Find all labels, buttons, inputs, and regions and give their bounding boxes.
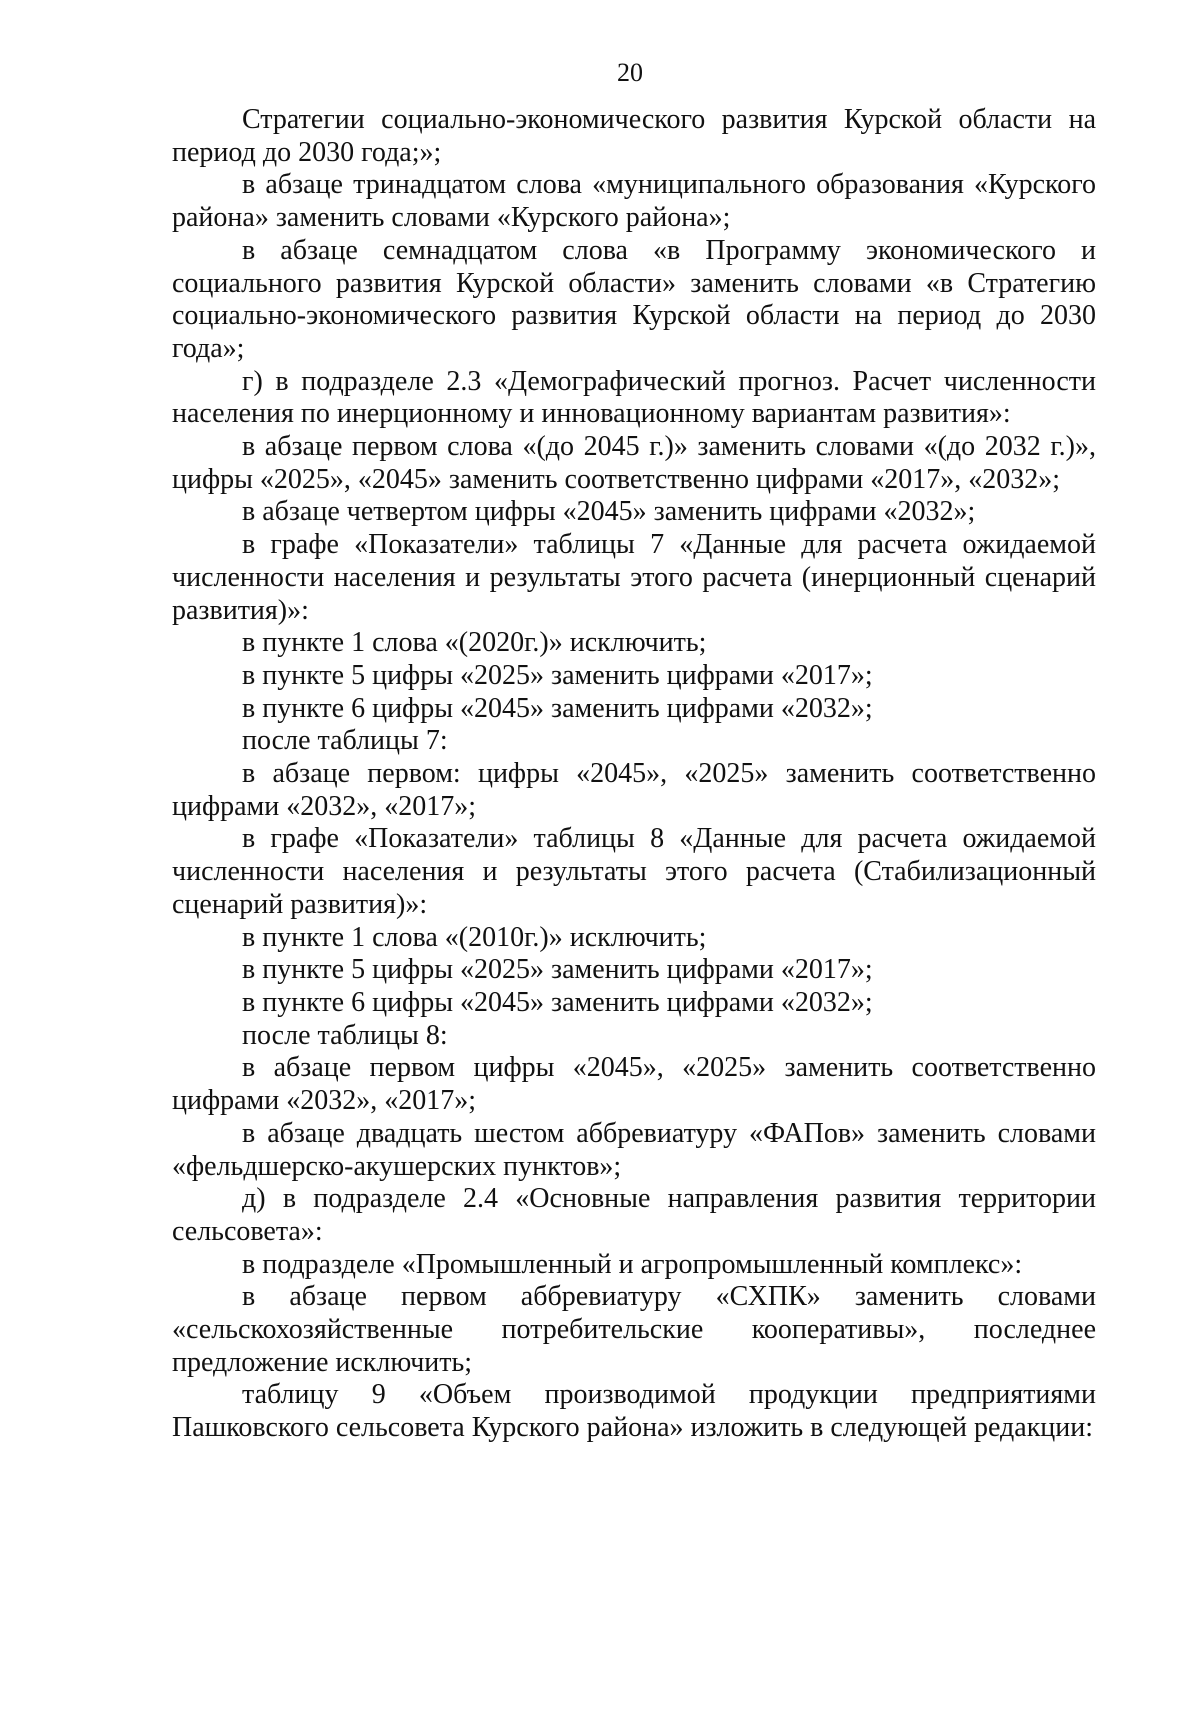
- paragraph-subsection-2-3: г) в подразделе 2.3 «Демографический прогноз. Расчет численности населения по инерционному и инновационному вариантам развития»:: [172, 365, 1096, 430]
- paragraph-after-table-8-abzac-1: в абзаце первом цифры «2045», «2025» заменить соответственно цифрами «2032», «2017»;: [172, 1052, 1096, 1117]
- paragraph-strategy-continuation: Стратегии социально-экономического развития Курской области на период до 2030 года;»;: [172, 104, 1096, 168]
- paragraph-table-7-item-5: в пункте 5 цифры «2025» заменить цифрами «2017»;: [242, 659, 873, 691]
- paragraph-table-8-indicators: в графе «Показатели» таблицы 8 «Данные для расчета ожидаемой численности населения и результаты этого расчета (Стабилизационный сценарий развития)»:: [172, 823, 1096, 920]
- paragraph-table-8-item-5: в пункте 5 цифры «2025» заменить цифрами «2017»;: [242, 954, 873, 986]
- paragraph-table-7-indicators: в графе «Показатели» таблицы 7 «Данные для расчета ожидаемой численности населения и результаты этого расчета (инерционный сценарий развития)»:: [172, 529, 1096, 626]
- paragraph-table-7-item-6: в пункте 6 цифры «2045» заменить цифрами «2032»;: [242, 692, 873, 724]
- paragraph-abzac-13: в абзаце тринадцатом слова «муниципального образования «Курского района» заменить словами «Курского района»;: [172, 169, 1096, 234]
- paragraph-abzac-4: в абзаце четвертом цифры «2045» заменить цифрами «2032»;: [242, 496, 976, 528]
- paragraph-after-table-7: после таблицы 7:: [242, 725, 448, 757]
- page-number: 20: [617, 58, 643, 87]
- paragraph-subsection-2-4: д) в подразделе 2.4 «Основные направления развития территории сельсовета»:: [172, 1183, 1096, 1247]
- paragraph-after-table-8: после таблицы 8:: [242, 1019, 448, 1051]
- document-body: [172, 104, 1096, 1445]
- paragraph-industrial-complex: в подразделе «Промышленный и агропромышленный комплекс»:: [242, 1248, 1023, 1280]
- paragraph-table-8-item-1: в пункте 1 слова «(2010г.)» исключить;: [242, 921, 707, 953]
- paragraph-abzac-26-fap: в абзаце двадцать шестом аббревиатуру «ФАПов» заменить словами «фельдшерско-акушерских пунктов»;: [172, 1117, 1096, 1182]
- paragraph-shpk-abbreviation: в абзаце первом аббревиатуру «СХПК» заменить словами «сельскохозяйственные потребительские кооперативы», последнее предложение исключить;: [172, 1281, 1096, 1378]
- paragraph-abzac-1-years: в абзаце первом слова «(до 2045 г.)» заменить словами «(до 2032 г.)», цифры «2025», «2045» заменить соответственно цифрами «2017», «2032»;: [172, 431, 1096, 495]
- paragraph-abzac-17: в абзаце семнадцатом слова «в Программу экономического и социального развития Курской области» заменить словами «в Стратегию социально-экономического развития Курской области на период до 2030 года»;: [172, 234, 1096, 364]
- paragraph-after-table-7-abzac-1: в абзаце первом: цифры «2045», «2025» заменить соответственно цифрами «2032», «2017»;: [172, 758, 1096, 822]
- paragraph-table-8-item-6: в пункте 6 цифры «2045» заменить цифрами «2032»;: [242, 986, 873, 1018]
- paragraph-table-9-statement: таблицу 9 «Объем производимой продукции предприятиями Пашковского сельсовета Курского района» изложить в следующей редакции:: [172, 1379, 1096, 1444]
- paragraph-table-7-item-1: в пункте 1 слова «(2020г.)» исключить;: [242, 627, 707, 659]
